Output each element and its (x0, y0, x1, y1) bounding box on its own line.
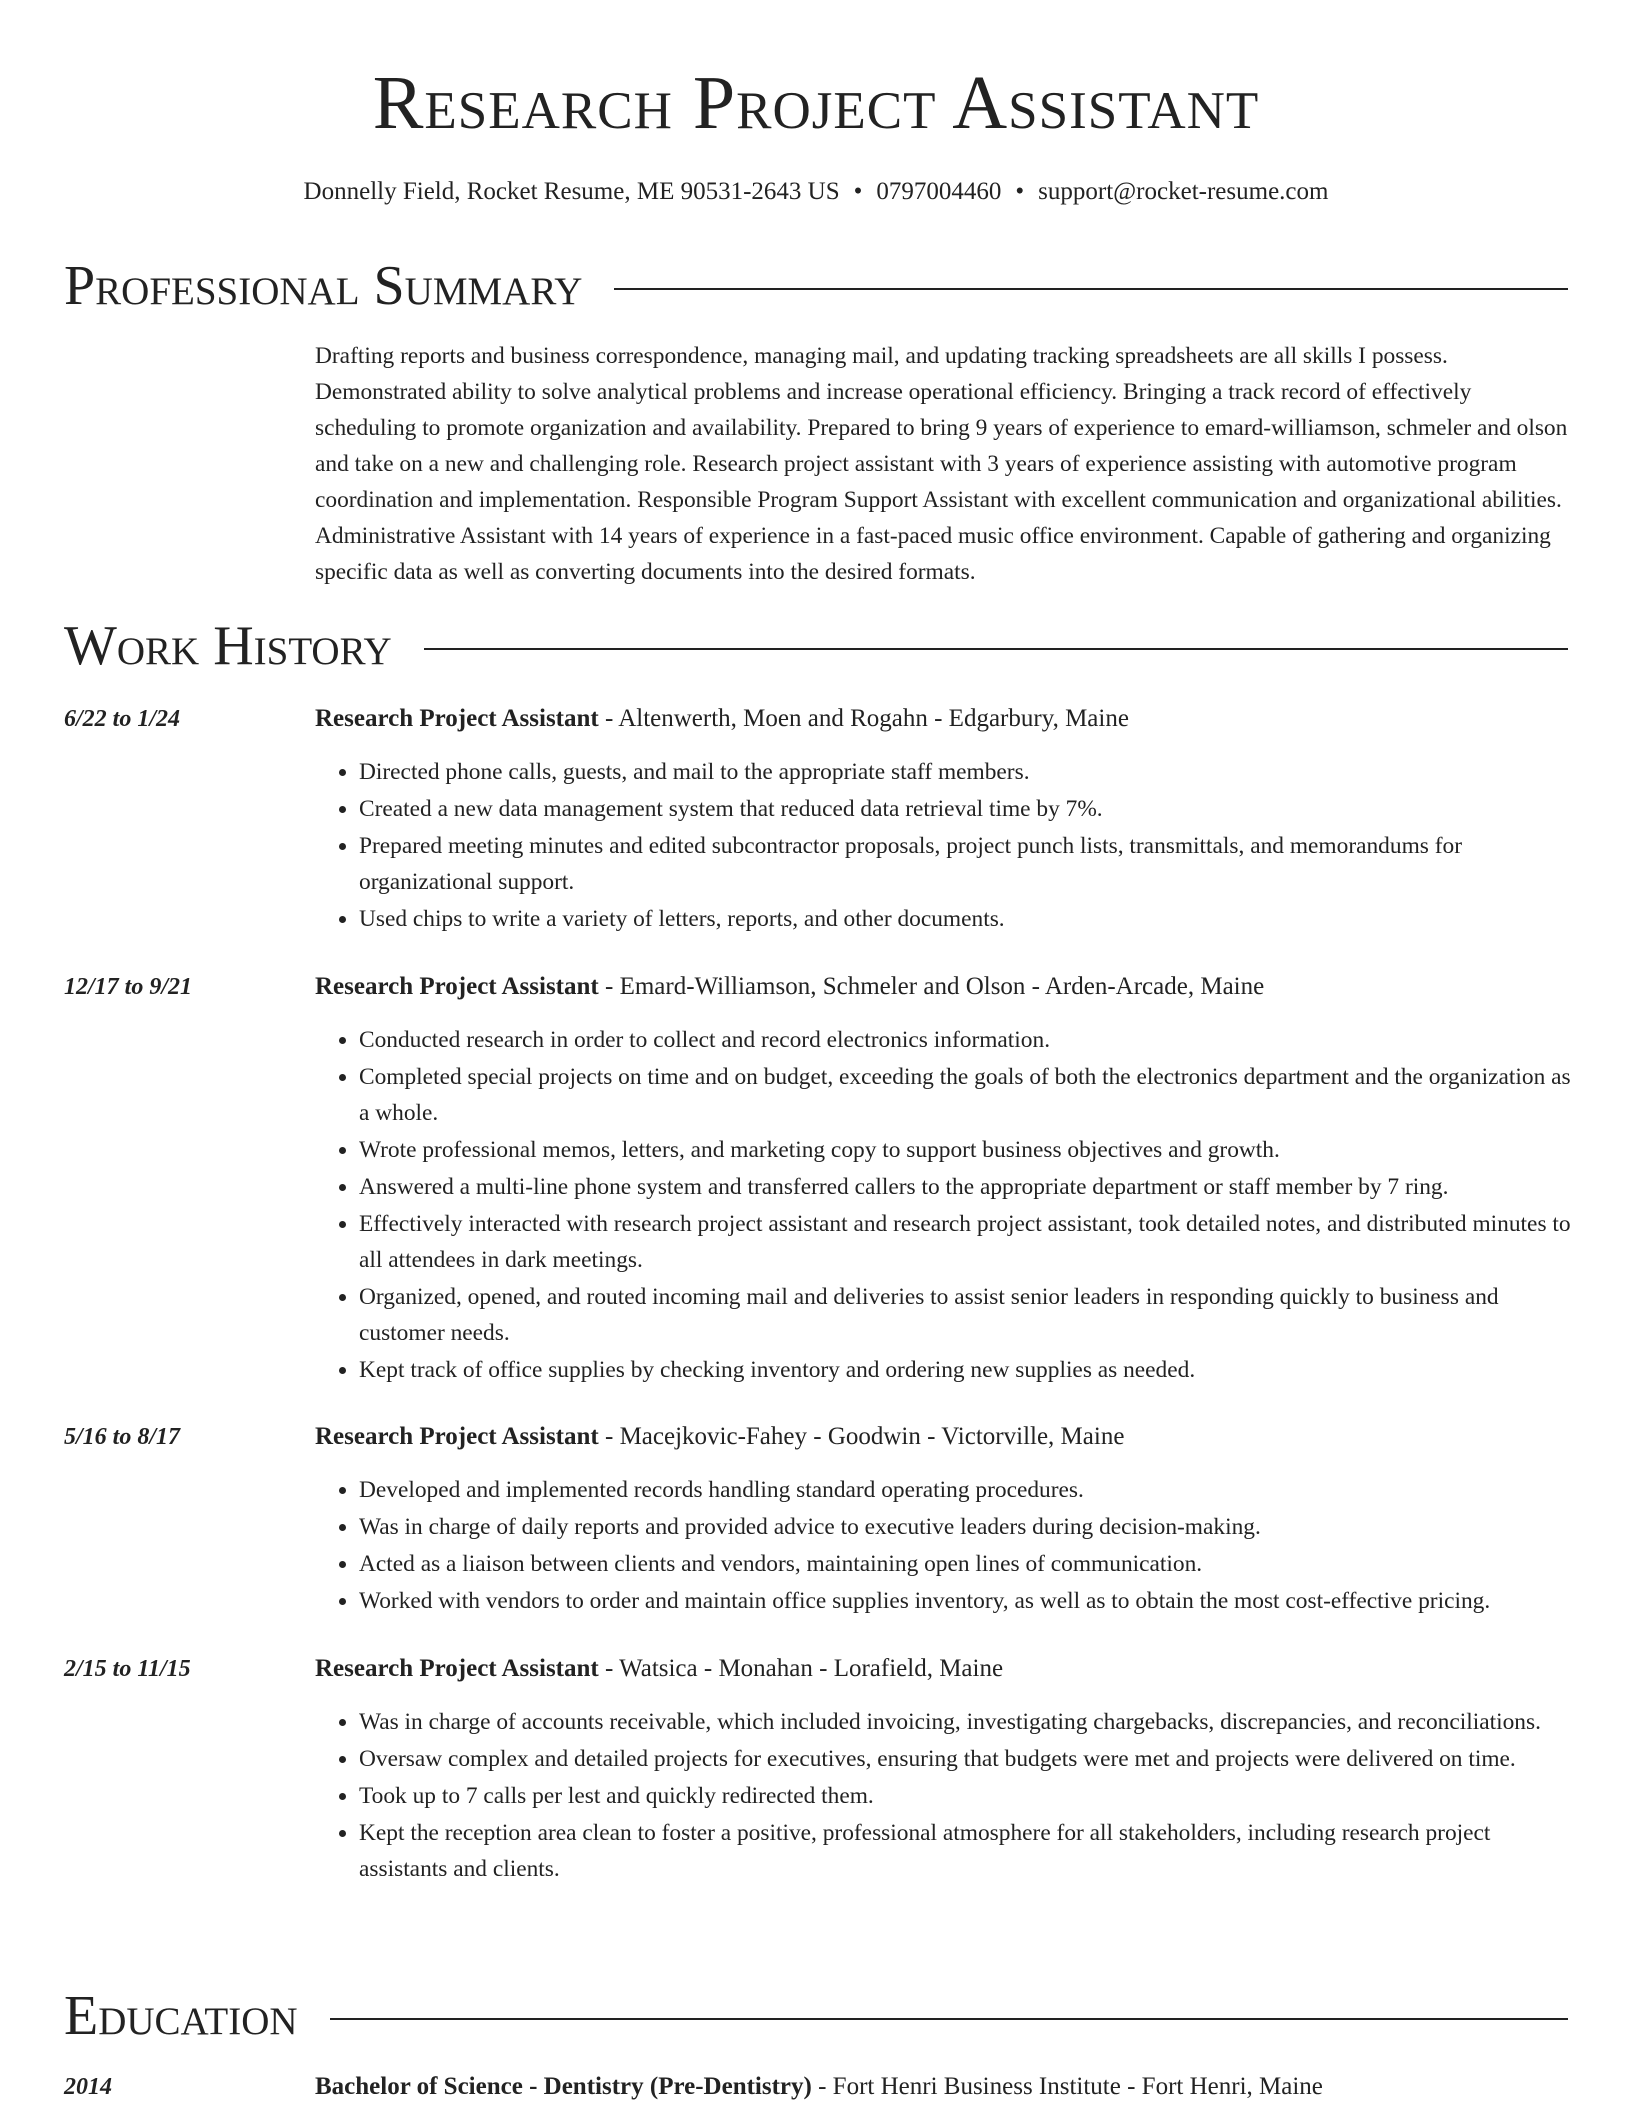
job-bullet: • Prepared meeting minutes and edited subcontractor proposals, project punch lists, transmittals, and memorandums for organizational support. (359, 828, 1575, 900)
summary-section-header (64, 254, 1568, 318)
section-divider (614, 288, 1568, 290)
job-date: 6/22 to 1/24 (64, 706, 181, 732)
job-details: - Macejkovic-Fahey - Goodwin - Victorville, Maine (598, 1423, 1125, 1450)
job-bullet: • Took up to 7 calls per lest and quickly redirected them. (359, 1778, 1575, 1814)
summary-section-title: Professional Summary (64, 255, 583, 317)
contact-separator: • (1015, 178, 1025, 205)
contact-email: support@rocket-resume.com (1038, 178, 1329, 205)
job-bullet: • Was in charge of daily reports and provided advice to executive leaders during decision-making. (359, 1509, 1575, 1545)
contact-address: Donnelly Field, Rocket Resume, ME 90531-2643 US (303, 178, 840, 205)
job-bullet: • Effectively interacted with research project assistant and research project assistant, took detailed notes, and distributed minutes to all attendees in dark meetings. (359, 1206, 1575, 1278)
job-bullet: • Kept the reception area clean to foster a positive, professional atmosphere for all stakeholders, including research project assistants and clients. (359, 1815, 1575, 1887)
job-heading (315, 701, 1129, 737)
job-bullet: • Completed special projects on time and on budget, exceeding the goals of both the electronics department and the organization as a whole. (359, 1059, 1575, 1131)
job-bullets (315, 1022, 1575, 1389)
summary-text: Drafting reports and business correspondence, managing mail, and updating tracking spreadsheets are all skills I possess. Demonstrated ability to solve analytical problems and increase operational efficiency. Bringing a track record of effectively scheduling to promote organization and availability. Prepared to bring 9 years of experience to emard-williamson, schmeler and olson and take on a new and challenging role. Research project assistant with 3 years of experience assisting with automotive program coordination and implementation. Responsible Program Support Assistant with excellent communication and organizational abilities. Administrative Assistant with 14 years of experience in a fast-paced music office environment. Capable of gathering and organizing specific data as well as converting documents into the desired formats. (315, 343, 1568, 585)
education-section-title: Education (64, 1985, 298, 2047)
job-bullets (315, 1704, 1575, 1888)
job-bullet: • Was in charge of accounts receivable, which included invoicing, investigating chargebacks, discrepancies, and reconciliations. (359, 1704, 1575, 1740)
job-role: Research Project Assistant (315, 705, 599, 732)
job-role: Research Project Assistant (315, 973, 599, 1000)
job-bullet: • Developed and implemented records handling standard operating procedures. (359, 1472, 1575, 1508)
education-degree: Bachelor of Science - Dentistry (Pre-Dentistry) (315, 2073, 812, 2100)
contact-line (0, 174, 1632, 210)
job-bullets (315, 1472, 1575, 1620)
section-divider (330, 2018, 1568, 2020)
job-details: - Altenwerth, Moen and Rogahn - Edgarbury, Maine (598, 705, 1129, 732)
job-bullets (315, 754, 1575, 938)
contact-separator: • (853, 178, 863, 205)
section-divider (424, 648, 1568, 650)
job-heading (315, 1651, 1003, 1687)
job-bullet: • Used chips to write a variety of letters, reports, and other documents. (359, 901, 1575, 937)
job-bullet: • Organized, opened, and routed incoming mail and deliveries to assist senior leaders in responding quickly to business and customer needs. (359, 1279, 1575, 1351)
education-heading (315, 2069, 1323, 2105)
contact-phone: 0797004460 (876, 178, 1002, 205)
job-bullet: • Oversaw complex and detailed projects for executives, ensuring that budgets were met and projects were delivered on time. (359, 1741, 1575, 1777)
job-bullet: • Acted as a liaison between clients and vendors, maintaining open lines of communication. (359, 1546, 1575, 1582)
job-bullet: • Created a new data management system that reduced data retrieval time by 7%. (359, 791, 1575, 827)
job-details: - Emard-Williamson, Schmeler and Olson - Arden-Arcade, Maine (598, 973, 1265, 1000)
work-section-header (64, 614, 1568, 678)
work-section-title: Work History (64, 615, 392, 677)
job-date: 5/16 to 8/17 (64, 1424, 181, 1450)
job-heading (315, 969, 1264, 1005)
job-date: 2/15 to 11/15 (64, 1656, 191, 1682)
job-heading (315, 1419, 1124, 1455)
job-bullet: • Conducted research in order to collect and record electronics information. (359, 1022, 1575, 1058)
education-section-header (64, 1984, 1568, 2048)
job-date: 12/17 to 9/21 (64, 974, 193, 1000)
job-details: - Watsica - Monahan - Lorafield, Maine (598, 1655, 1004, 1682)
job-bullet: • Worked with vendors to order and maintain office supplies inventory, as well as to obtain the most cost-effective pricing. (359, 1583, 1575, 1619)
job-bullet: • Wrote professional memos, letters, and marketing copy to support business objectives and growth. (359, 1132, 1575, 1168)
job-role: Research Project Assistant (315, 1423, 599, 1450)
job-bullet: • Answered a multi-line phone system and transferred callers to the appropriate department or staff member by 7 ring. (359, 1169, 1575, 1205)
job-bullet: • Kept track of office supplies by checking inventory and ordering new supplies as needed. (359, 1352, 1575, 1388)
job-bullet: • Directed phone calls, guests, and mail to the appropriate staff members. (359, 754, 1575, 790)
education-details: - Fort Henri Business Institute - Fort Henri, Maine (811, 2073, 1323, 2100)
candidate-name: Research Project Assistant (372, 61, 1260, 145)
job-role: Research Project Assistant (315, 1655, 599, 1682)
education-date: 2014 (64, 2074, 112, 2100)
